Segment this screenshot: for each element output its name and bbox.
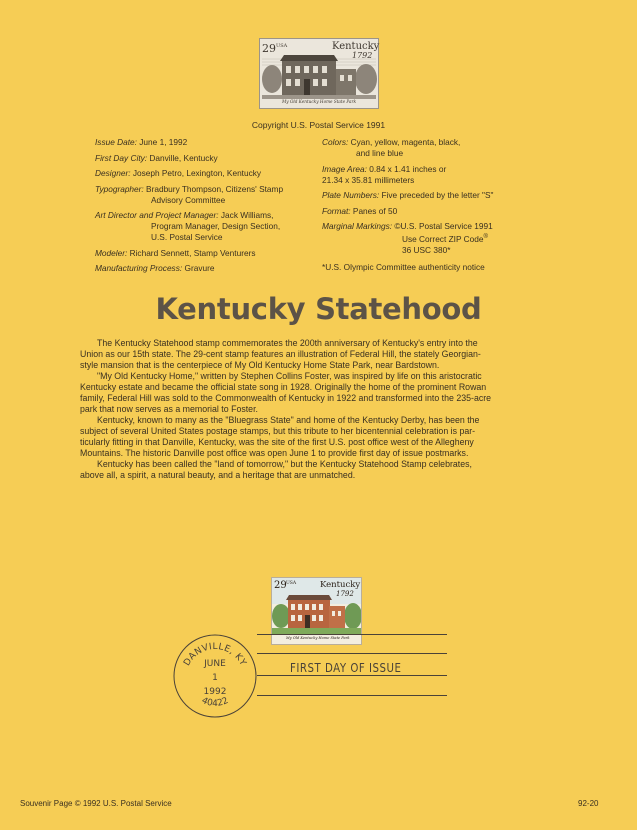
cancel-line bbox=[257, 634, 447, 635]
postmark-day: 1 bbox=[212, 673, 218, 683]
postmark-city: DANVILLE, KY bbox=[182, 641, 248, 668]
stamp-year: 1792 bbox=[336, 590, 354, 598]
spec-value-cont bbox=[322, 232, 562, 245]
body-line: park that now serves as a memorial to Foster. bbox=[80, 404, 258, 414]
stamp-country: USA bbox=[276, 43, 288, 49]
spec-value: Jack Williams, bbox=[220, 210, 274, 220]
footer-copyright: Souvenir Page © 1992 U.S. Postal Service bbox=[20, 799, 172, 808]
body-line: Kentucky, known to many as the "Bluegrass State" and home of the Kentucky Derby, has been the bbox=[97, 415, 480, 425]
spec-issue-date bbox=[95, 137, 315, 148]
spec-value-cont: and line blue bbox=[356, 148, 404, 158]
postmark-year: 1992 bbox=[203, 687, 227, 697]
spec-art-director bbox=[95, 210, 315, 243]
postmark-zip: 40422 bbox=[199, 695, 231, 709]
cancel-line bbox=[257, 675, 447, 676]
stamp-caption: My Old Kentucky Home State Park bbox=[282, 99, 357, 104]
spec-plate-numbers bbox=[322, 190, 562, 201]
spec-label: Plate Numbers: bbox=[322, 190, 380, 200]
spec-marginal bbox=[322, 221, 562, 256]
spec-value-cont: Program Manager, Design Section, bbox=[151, 221, 281, 231]
stamp-country: USA bbox=[286, 581, 297, 586]
spec-value: Joseph Petro, Lexington, Kentucky bbox=[132, 168, 262, 178]
spec-value-cont: 36 USC 380* bbox=[402, 244, 451, 255]
body-line: Mountains. The historic Danville post office was open June 1 to provide first day of issue postmarks. bbox=[80, 448, 469, 458]
spec-label: Image Area: bbox=[322, 163, 367, 174]
body-text bbox=[80, 338, 560, 481]
spec-value: 0.84 x 1.41 inches or bbox=[369, 163, 447, 174]
copyright-notice: Copyright U.S. Postal Service 1991 bbox=[251, 120, 386, 130]
spec-modeler bbox=[95, 248, 315, 259]
spec-first-day-city bbox=[95, 153, 315, 164]
spec-label: Marginal Markings: bbox=[322, 221, 393, 231]
body-line: Kentucky estate and became the official state song in 1928. Originally the home of the prominent Rowan bbox=[80, 382, 487, 392]
first-day-of-issue-label: FIRST DAY OF ISSUE bbox=[290, 661, 402, 675]
postmark bbox=[172, 633, 258, 719]
spec-label: First Day City: bbox=[95, 152, 148, 163]
spec-value: Five preceded by the letter "S" bbox=[381, 190, 494, 200]
spec-value: Cyan, yellow, magenta, black, bbox=[350, 137, 461, 147]
spec-label: Art Director and Project Manager: bbox=[95, 210, 219, 220]
stamp-denomination: 29 bbox=[274, 580, 287, 591]
cancel-line bbox=[257, 695, 447, 696]
spec-value-cont: Advisory Committee bbox=[151, 194, 226, 205]
page-number: 92-20 bbox=[578, 799, 599, 808]
spec-value: Bradbury Thompson, Citizens' Stamp bbox=[146, 183, 284, 194]
body-line: style mansion that is the centerpiece of My Old Kentucky Home State Park, near Bardstown. bbox=[80, 360, 440, 370]
spec-note: *U.S. Olympic Committee authenticity notice bbox=[322, 261, 485, 272]
specs-right bbox=[322, 137, 562, 277]
spec-manufacturing bbox=[95, 263, 315, 274]
spec-label: Colors: bbox=[322, 137, 349, 147]
spec-value: Panes of 50 bbox=[352, 205, 398, 216]
spec-label: Designer: bbox=[95, 168, 131, 178]
page-title: Kentucky Statehood bbox=[155, 292, 482, 326]
stamp-title: Kentucky bbox=[320, 580, 361, 590]
stamp-title: Kentucky bbox=[332, 41, 380, 52]
body-line: Union as our 15th state. The 29-cent stamp features an illustration of Federal Hill, the stately Georgian- bbox=[80, 349, 481, 359]
spec-value-cont: 21.34 x 35.81 millimeters bbox=[322, 174, 415, 185]
spec-value: Danville, Kentucky bbox=[149, 152, 218, 163]
spec-colors bbox=[322, 137, 562, 159]
spec-label: Manufacturing Process: bbox=[95, 263, 183, 273]
stamp-year: 1792 bbox=[352, 51, 373, 60]
body-line: ticularly fitting in that Danville, Kentucky, was the site of the first U.S. post office west of the Allegheny bbox=[80, 437, 474, 447]
body-line: subject of several United States postage stamps, but this tribute to her bicentennial celebration is par- bbox=[80, 426, 476, 436]
spec-designer bbox=[95, 168, 315, 179]
spec-value: Gravure bbox=[184, 263, 215, 273]
postmark-month: JUNE bbox=[204, 659, 226, 669]
body-line: Kentucky has been called the "land of tomorrow," but the Kentucky Statehood Stamp celebrates, bbox=[97, 459, 472, 469]
stamp-denomination: 29 bbox=[262, 42, 276, 55]
spec-label: Modeler: bbox=[95, 247, 128, 258]
specs-left bbox=[95, 137, 315, 279]
spec-value: June 1, 1992 bbox=[139, 137, 188, 147]
registered-mark: ® bbox=[483, 234, 488, 240]
body-line: family, Federal Hill was sold to the Commonwealth of Kentucky in 1922 and transformed into the 235-acre bbox=[80, 393, 492, 403]
stamp-caption: My Old Kentucky Home State Park bbox=[286, 636, 350, 640]
spec-label: Issue Date: bbox=[95, 137, 137, 147]
spec-label: Format: bbox=[322, 205, 351, 216]
stamp-engraved bbox=[259, 38, 379, 109]
spec-format bbox=[322, 206, 562, 217]
body-line: "My Old Kentucky Home," written by Stephen Collins Foster, was inspired by life on this aristocratic bbox=[97, 371, 482, 381]
body-line: The Kentucky Statehood stamp commemorates the 200th anniversary of Kentucky's entry into the bbox=[97, 338, 478, 348]
spec-typographer bbox=[95, 184, 315, 206]
zip-notice: Use Correct ZIP Code bbox=[402, 233, 484, 244]
body-line: above all, a spirit, a natural beauty, and a heritage that are unmatched. bbox=[80, 470, 356, 480]
spec-value: ©U.S. Postal Service 1991 bbox=[394, 221, 493, 231]
spec-value: Richard Sennett, Stamp Venturers bbox=[129, 247, 256, 258]
spec-image-area bbox=[322, 164, 562, 186]
spec-value-cont: U.S. Postal Service bbox=[151, 232, 223, 242]
cancel-line bbox=[257, 653, 447, 654]
spec-label: Typographer: bbox=[95, 183, 144, 194]
